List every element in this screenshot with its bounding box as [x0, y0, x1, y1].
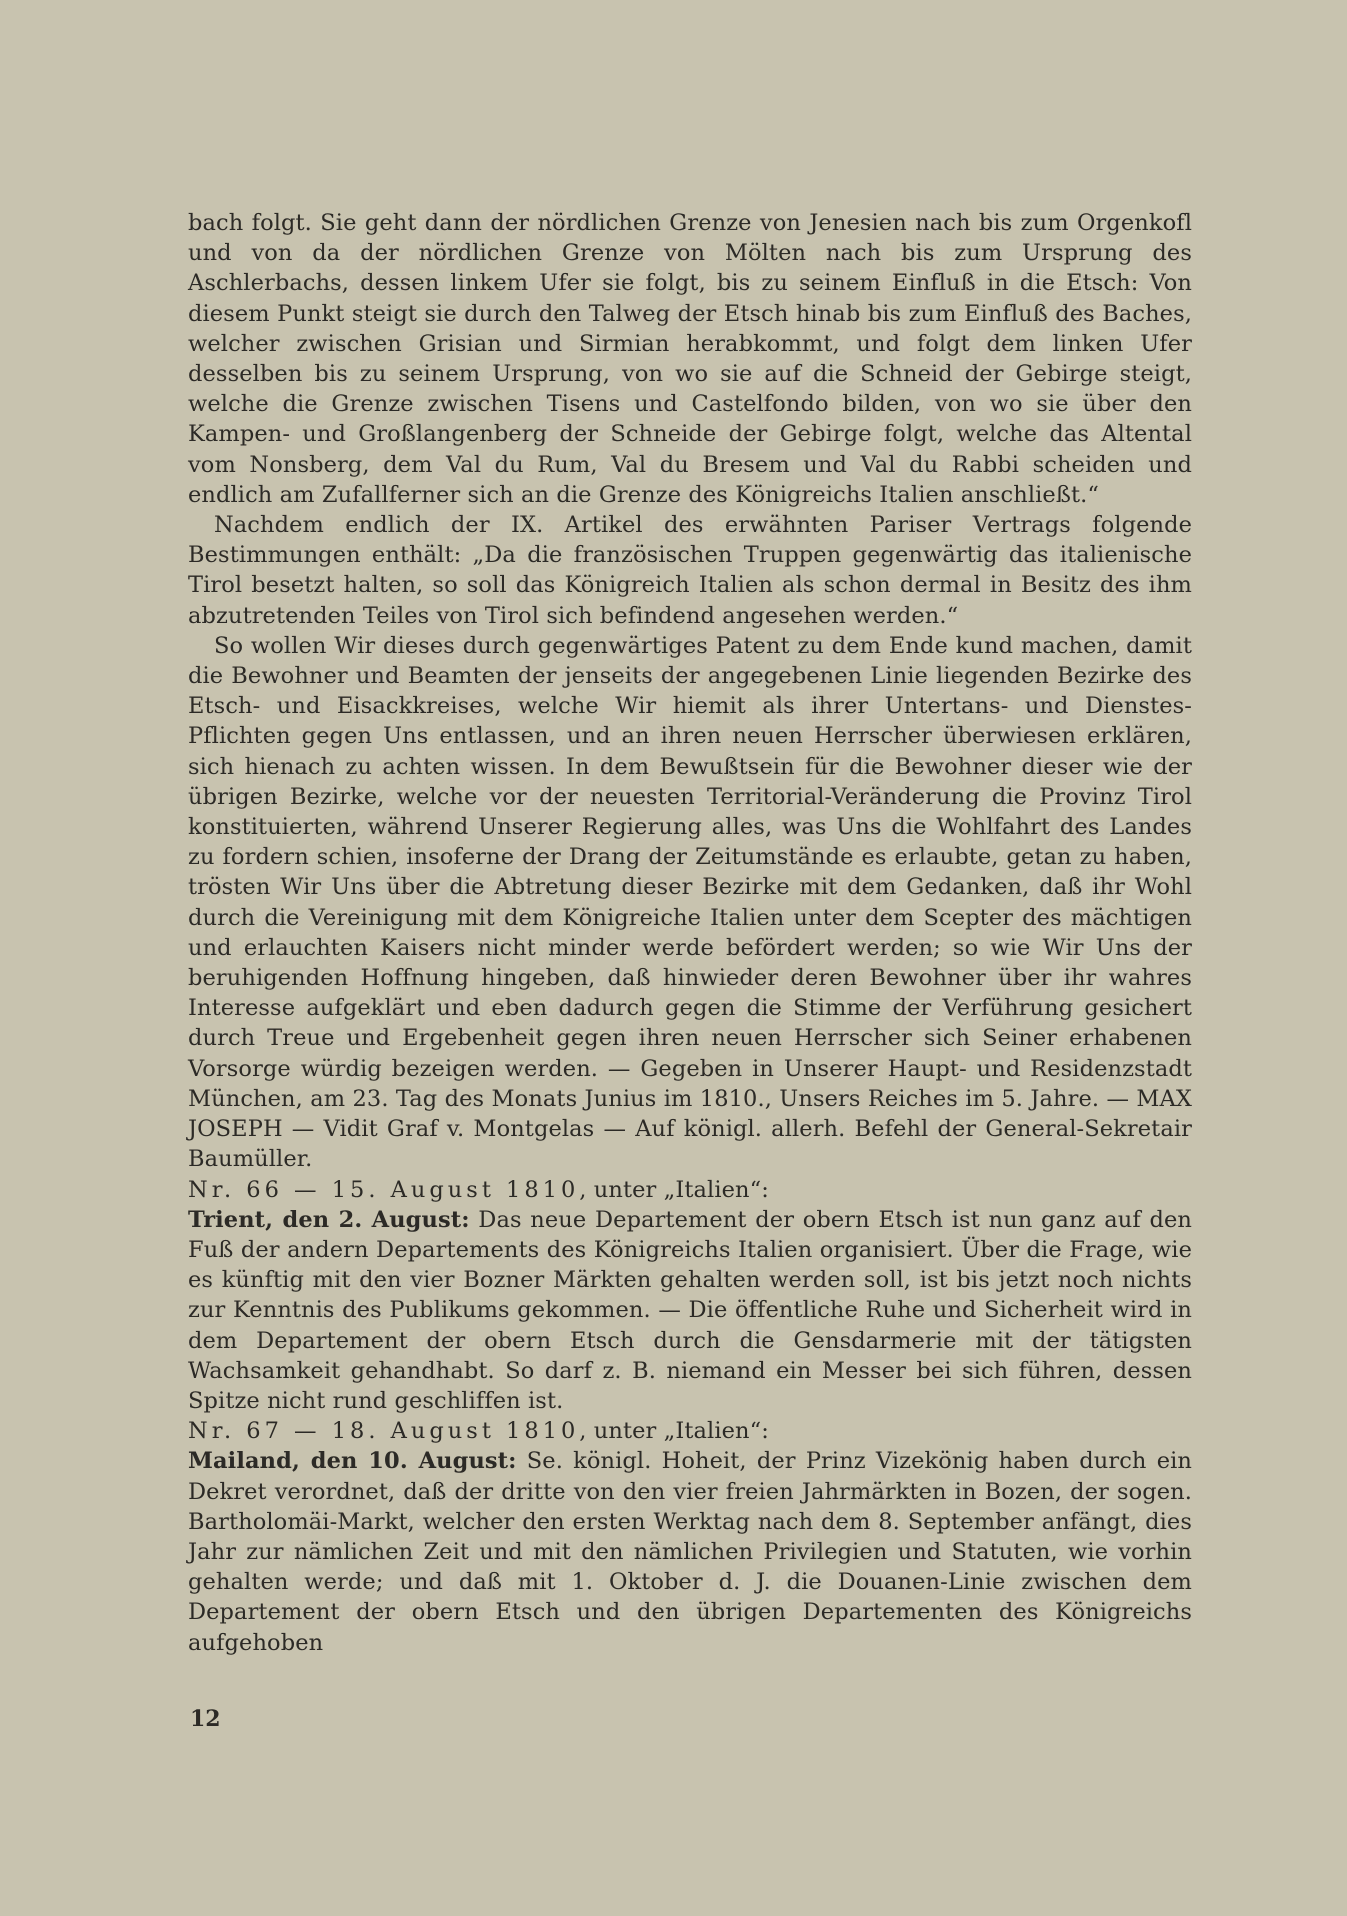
entry-heading-67 [188, 1416, 1192, 1446]
entry-body-67 [188, 1446, 1192, 1657]
entry-body-66 [188, 1205, 1192, 1416]
page-number: 12 [190, 1706, 221, 1732]
entry-heading-66-rest: , unter „Italien“: [579, 1176, 769, 1203]
entry-body-66-text: Das neue Departement der obern Etsch ist nun ganz auf den Fuß der andern Departements des Königreichs Italien organisiert. Über die Frage, wie es künftig mit den vier Bozner Märkten gehalten werden soll, ist bis jetzt noch nichts zur Kenntnis des Publikums gekommen. — Die öffentliche Ruhe und Sicherheit wird in dem Departement der obern Etsch durch die Gensdarmerie mit der tätigsten Wachsamkeit gehandhabt. So darf z. B. niemand ein Messer bei sich führen, dessen Spitze nicht rund geschliffen ist. [188, 1206, 1192, 1414]
entry-body-67-text: Se. königl. Hoheit, der Prinz Vizekönig haben durch ein Dekret verordnet, daß der dritte von den vier freien Jahrmärkten in Bozen, der sogen. Bartholomäi-Markt, welcher den ersten Werktag nach dem 8. September anfängt, dies Jahr zur nämlichen Zeit und mit den nämlichen Privilegien und Statuten, wie vorhin gehalten werde; und daß mit 1. Oktober d. J. die Douanen-Linie zwischen dem Departement der obern Etsch und den übrigen Departementen des Königreichs aufgehoben [188, 1448, 1193, 1656]
paragraph-article-ix: Nachdem endlich der IX. Artikel des erwähnten Pariser Vertrags folgende Bestimmungen enthält: „Da die französischen Truppen gegenwärtig das italienische Tirol besetzt halten, so soll das Königreich Italien als schon dermal in Besitz des ihm abzutretenden Teiles von Tirol sich befindend angesehen werden.“ [188, 512, 1192, 629]
main-text [188, 208, 1192, 1658]
entry-body-67-lead: Mailand, den 10. August: [188, 1448, 517, 1475]
entry-heading-66 [188, 1175, 1192, 1205]
entry-body-66-lead: Trient, den 2. August: [188, 1206, 470, 1233]
entry-heading-67-number: Nr. 67 — 18. August 1810 [188, 1418, 580, 1445]
entry-heading-66-number: Nr. 66 — 15. August 1810 [188, 1176, 580, 1203]
entry-heading-67-rest: , unter „Italien“: [579, 1418, 769, 1445]
paragraph-patent: So wollen Wir dieses durch gegenwärtiges Patent zu dem Ende kund machen, damit die Bewohner und Beamten der jenseits der angegebenen Linie liegenden Bezirke des Etsch- und Eisackkreises, welche Wir hiemit als ihrer Untertans- und Dienstes-Pflichten gegen Uns entlassen, und an ihren neuen Herrscher überwiesen erklären, sich hienach zu achten wissen. In dem Bewußtsein für die Bewohner dieser wie der übrigen Bezirke, welche vor der neuesten Territorial-Veränderung die Provinz Tirol konstituierten, während Unserer Regierung alles, was Uns die Wohlfahrt des Landes zu fordern schien, insoferne der Drang der Zeitumstände es erlaubte, getan zu haben, trösten Wir Uns über die Abtretung dieser Bezirke mit dem Gedanken, daß ihr Wohl durch die Vereinigung mit dem Königreiche Italien unter dem Scepter des mächtigen und erlauchten Kaisers nicht minder werde befördert werden; so wie Wir Uns der beruhigenden Hoffnung hingeben, daß hinwieder deren Bewohner über ihr wahres Interesse aufgeklärt und eben dadurch gegen die Stimme der Verführung gesichert durch Treue und Ergebenheit gegen ihren neuen Herrscher sich Seiner erhabenen Vorsorge würdig bezeigen werden. — Gegeben in Unserer Haupt- und Residenzstadt München, am 23. Tag des Monats Junius im 1810., Unsers Reiches im 5. Jahre. — MAX JOSEPH — Vidit Graf v. Montgelas — Auf königl. allerh. Befehl der General-Sekretair Baumüller. [188, 632, 1192, 1173]
paragraph-continuation: bach folgt. Sie geht dann der nördlichen Grenze von Jenesien nach bis zum Orgenkofl und von da der nördlichen Grenze von Mölten nach bis zum Ursprung des Aschlerbachs, dessen linkem Ufer sie folgt, bis zu seinem Einfluß in die Etsch: Von diesem Punkt steigt sie durch den Talweg der Etsch hinab bis zum Einfluß des Baches, welcher zwischen Grisian und Sirmian herabkommt, und folgt dem linken Ufer desselben bis zu seinem Ursprung, von wo sie auf die Schneid der Gebirge steigt, welche die Grenze zwischen Tisens und Castelfondo bilden, von wo sie über den Kampen- und Großlangenberg der Schneide der Gebirge folgt, welche das Altental vom Nonsberg, dem Val du Rum, Val du Bresem und Val du Rabbi scheiden und endlich am Zufallferner sich an die Grenze des Königreichs Italien anschließt.“ [188, 210, 1192, 508]
